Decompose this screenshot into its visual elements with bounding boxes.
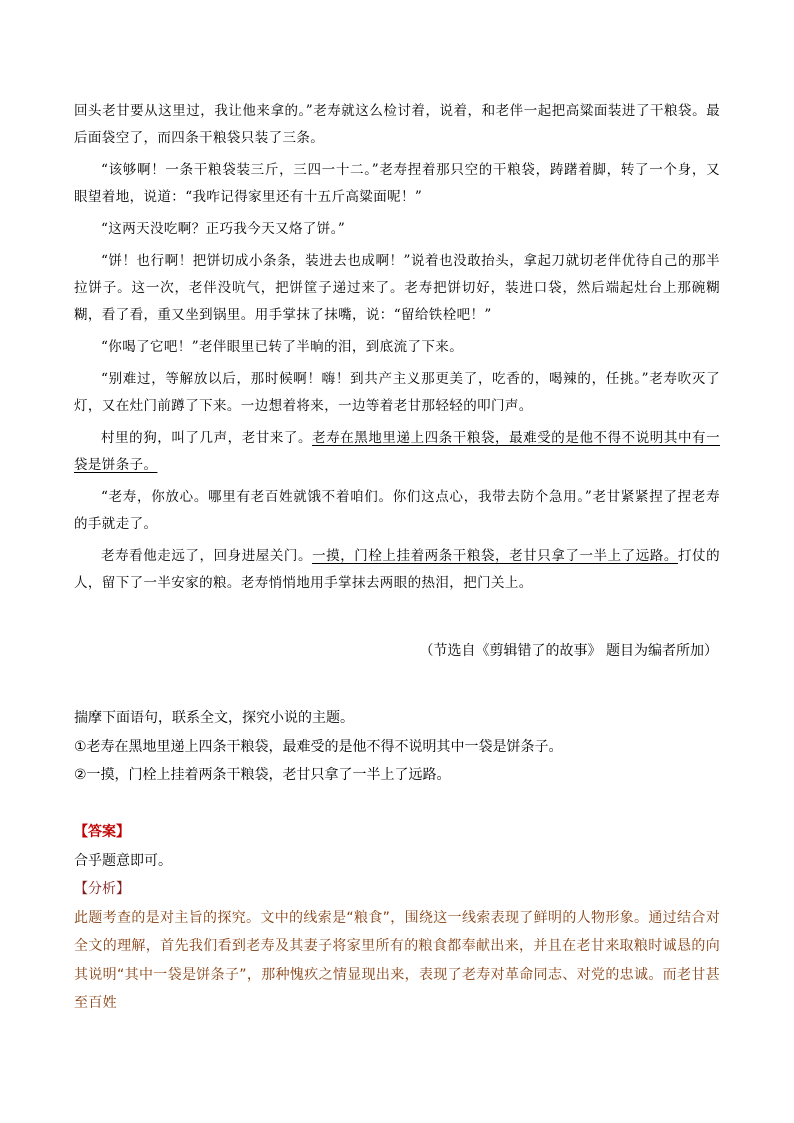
question-prompt: 揣摩下面语句，联系全文，探究小说的主题。 (74, 710, 354, 726)
story-text: 打仗的人，留下了一半安家的粮。老寿悄悄地用手掌抹去两眼的热泪，把门关上。 (74, 548, 720, 591)
story-text: 村里的狗，叫了几声，老甘来了。 (101, 430, 313, 446)
story-paragraph (74, 425, 720, 479)
story-excerpt (74, 98, 720, 602)
question-item: ①老寿在黑地里递上四条干粮袋，最难受的是他不得不说明其中一袋是饼条子。 (74, 738, 563, 755)
story-paragraph: “该够啊！一条干粮袋装三斤，三四一十二。”老寿捏着那只空的干粮袋，踌躇着脚，转了一个身，又眼望着地，说道：“我咋记得家里还有十五斤高粱面呢！” (74, 162, 720, 205)
story-text: 老寿看他走远了，回身进屋关门。 (101, 548, 313, 564)
underlined-sentence-1: 老寿在黑地里递上四条干粮袋，最难受的是他不得不说明其中有一袋是饼条子。 (74, 430, 720, 473)
answer-tag: 【答案】 (74, 824, 130, 840)
source-citation: （节选自《剪辑错了的故事》 题目为编者所加） (419, 643, 718, 659)
story-paragraph (74, 543, 720, 597)
story-paragraph: “饼！也行啊！把饼切成小条条，装进去也成啊！”说着也没敢抬头，拿起刀就切老伴优待自己的那半拉饼子。这一次，老伴没吭气，把饼筐子递过来了。老寿把饼切好，装进口袋，然后端起灶台上那碗糊糊，看了看，重又坐到锅里。用手掌抹了抹嘴，说：“留给铁栓吧！” (74, 253, 720, 323)
analysis-text: 此题考查的是对主旨的探究。文中的线索是“粮食”，围绕这一线索表现了鲜明的人物形象。通过结合对全文的理解，首先我们看到老寿及其妻子将家里所有的粮食都奉献出来，并且在老甘来取粮时诚恳的向其说明“其中一袋是饼条子”，那种愧疚之情显现出来，表现了老寿对革命同志、对党的忠诚。而老甘甚至百姓 (74, 909, 720, 1011)
story-paragraph: “老寿，你放心。哪里有老百姓就饿不着咱们。你们这点心，我带去防个急用。”老甘紧紧捏了捏老寿的手就走了。 (74, 489, 720, 532)
story-paragraph: “你喝了它吧！”老伴眼里已转了半晌的泪，到底流了下来。 (101, 339, 464, 355)
story-paragraph: “这两天没吃啊？正巧我今天又烙了饼。” (101, 221, 346, 237)
story-paragraph: “别难过，等解放以后，那时候啊！嗨！到共产主义那更美了，吃香的，喝辣的，任挑。”老寿吹灭了灯，又在灶门前蹲了下来。一边想着将来，一边等着老甘那轻轻的叩门声。 (74, 371, 720, 414)
underlined-sentence-2: 一摸，门栓上挂着两条干粮袋，老甘只拿了一半上了远路。 (312, 548, 678, 564)
answer-text: 合乎题意即可。 (74, 852, 172, 869)
question-block (74, 704, 720, 790)
question-item: ②一摸，门栓上挂着两条干粮袋，老甘只拿了一半上了远路。 (74, 767, 451, 783)
story-paragraph: 回头老甘要从这里过，我让他来拿的。”老寿就这么检讨着，说着，和老伴一起把高粱面装进了干粮袋。最后面袋空了，而四条干粮袋只装了三条。 (74, 103, 720, 146)
analysis-tag: 【分析】 (74, 881, 130, 897)
answer-block (74, 818, 720, 1018)
